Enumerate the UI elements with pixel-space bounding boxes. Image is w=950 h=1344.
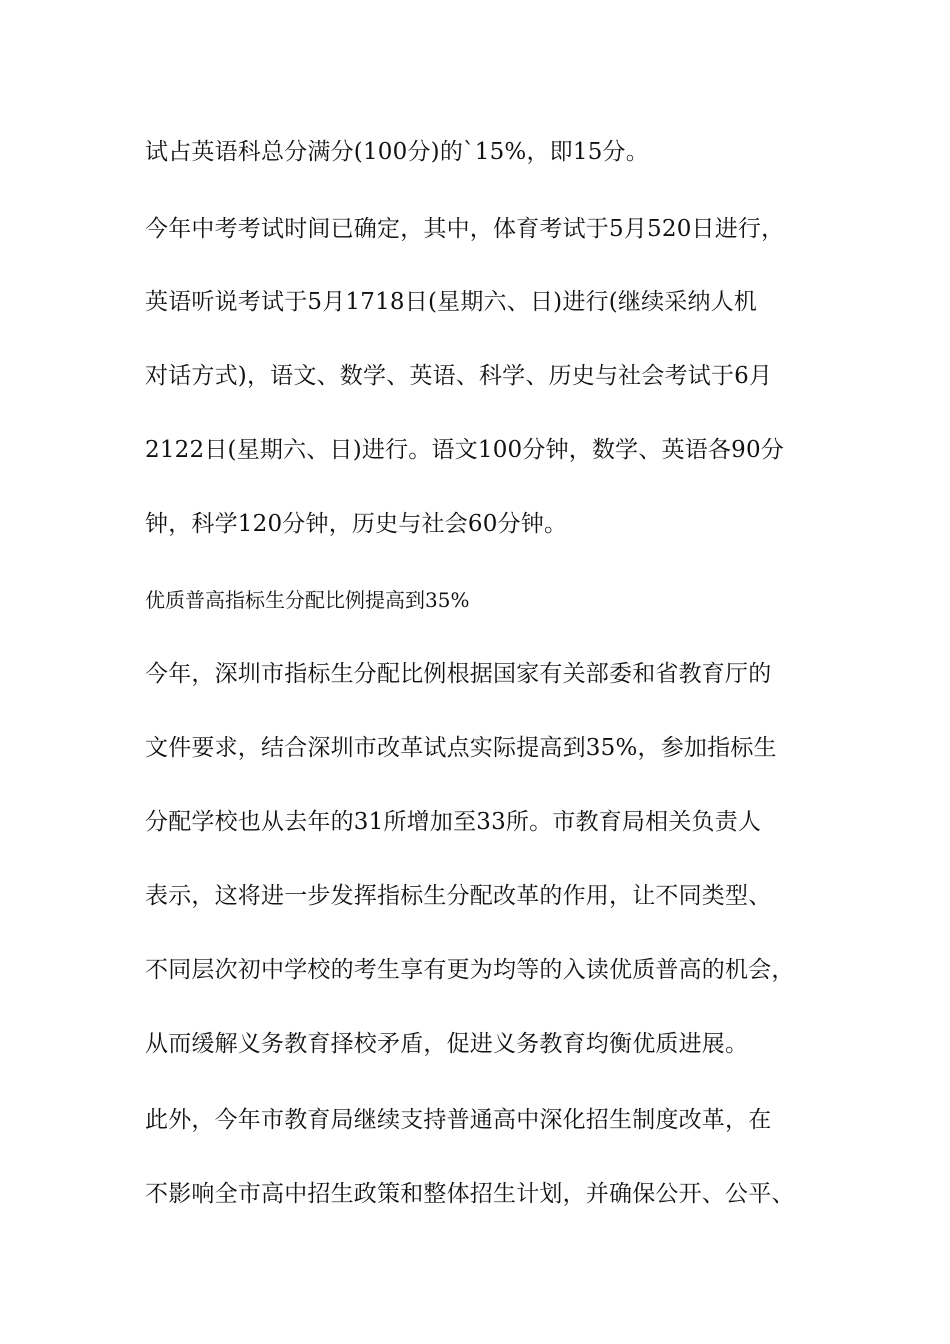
text-line: 此外，今年市教育局继续支持普通高中深化招生制度改革，在 (145, 1107, 772, 1133)
text-line: 从而缓解义务教育择校矛盾，促进义务教育均衡优质进展。 (145, 1031, 749, 1057)
text-line: 今年，深圳市指标生分配比例根据国家有关部委和省教育厅的 (145, 661, 772, 687)
text-line: 试占英语科总分满分(100分)的`15%，即15分。 (145, 139, 649, 165)
text-line: 不同层次初中学校的考生享有更为均等的入读优质普高的机会， (145, 957, 795, 983)
text-line: 钟，科学120分钟，历史与社会60分钟。 (145, 511, 568, 537)
text-line: 今年中考考试时间已确定，其中，体育考试于5月520日进行， (145, 216, 785, 242)
text-line: 2122日(星期六、日)进行。语文100分钟，数学、英语各90分 (145, 437, 785, 463)
text-line: 英语听说考试于5月1718日(星期六、日)进行(继续采纳人机 (145, 289, 758, 315)
text-line: 文件要求，结合深圳市改革试点实际提高到35%，参加指标生 (145, 735, 777, 761)
text-line: 表示，这将进一步发挥指标生分配改革的作用，让不同类型、 (145, 883, 772, 909)
text-line: 不影响全市高中招生政策和整体招生计划，并确保公开、公平、 (145, 1181, 795, 1207)
section-heading: 优质普高指标生分配比例提高到35% (145, 588, 470, 612)
text-line: 对话方式)，语文、数学、英语、科学、历史与社会考试于6月 (145, 363, 773, 389)
text-line: 分配学校也从去年的31所增加至33所。市教育局相关负责人 (145, 809, 762, 835)
